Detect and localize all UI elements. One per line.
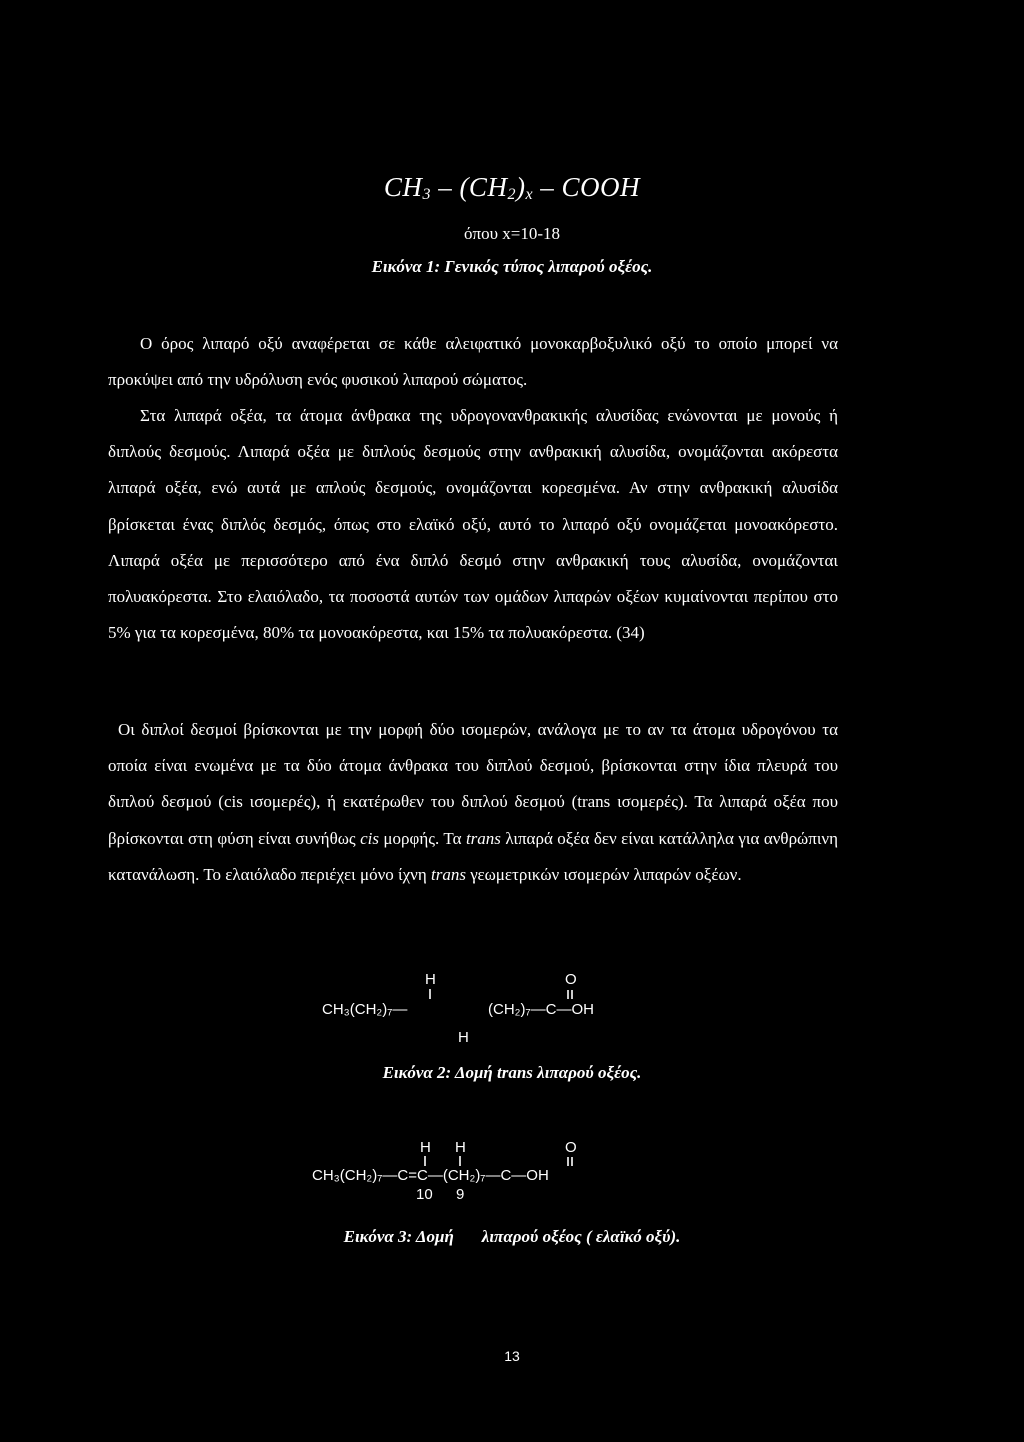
- carbon-number-10: 10: [416, 1186, 433, 1203]
- carbon-number-9: 9: [456, 1186, 465, 1203]
- paragraph-isomers: Οι διπλοί δεσμοί βρίσκονται με την μορφή δύο ισομερών, ανάλογα με το αν τα άτομα υδρογόνου τα οποία είναι ενωμένα με τα δύο άτομα άνθρακα του διπλού δεσμού, βρίσκονται στην ίδια πλευρά του διπλού δεσμού (cis ισομερές), ή εκατέρωθεν του διπλού δεσμού (trans ισομερές). Τα λιπαρά οξέα που βρίσκονται στη φύση είναι συνήθως cis μορφής. Τα trans λιπαρά οξέα δεν είναι κατάλληλα για ανθρώπινη κατανάλωση. Το ελαιόλαδο περιέχει μόνο ίχνη trans γεωμετρικών ισομερών λιπαρών οξέων.: [108, 720, 838, 884]
- hydrogen-top-label: H: [425, 971, 436, 988]
- hydrogen-c10-label: H: [420, 1139, 431, 1156]
- figure-1-caption: Εικόνα 1: Γενικός τύπος λιπαρού οξέος.: [371, 257, 653, 276]
- oleic-acid-structure: [312, 1139, 577, 1203]
- figure-3-caption-end: λιπαρού οξέος ( ελαϊκό οξύ).: [481, 1227, 681, 1246]
- oxygen-label: O: [565, 971, 577, 988]
- oleic-chain-label: CH₃(CH₂)₇—C=C—(CH₂)₇—C—OH: [312, 1167, 549, 1184]
- paragraph-bonds: Στα λιπαρά οξέα, τα άτομα άνθρακα της υδρογονανθρακικής αλυσίδας ενώνονται με μονούς ή διπλούς δεσμούς. Λιπαρά οξέα με διπλούς δεσμούς στην ανθρακική αλυσίδα, ονομάζονται ακόρεστα λιπαρά οξέα, ενώ αυτά με απλούς δεσμούς, ονομάζονται κορεσμένα. Αν στην ανθρακική αλυσίδα βρίσκεται ένας διπλός δεσμός, όπως στο ελαϊκό οξύ, αυτό το λιπαρό οξύ ονομάζεται μονοακόρεστο. Λιπαρά οξέα με περισσότερο από ένα διπλό δεσμό στην ανθρακική τους αλυσίδα, ονομάζονται πολυακόρεστα. Στο ελαιόλαδο, τα ποσοστά αυτών των ομάδων λιπαρών οξέων κυμαίνονται περίπου στο 5% για τα κορεσμένα, 80% τα μονοακόρεστα, και 15% τα πολυακόρεστα. (34): [108, 406, 838, 643]
- figure-3-caption: [0, 1227, 1024, 1247]
- figure-3-caption-start: Εικόνα 3: Δομή: [343, 1227, 454, 1246]
- hydrogen-c9-label: H: [455, 1139, 466, 1156]
- trans-fatty-acid-structure: [322, 971, 594, 1046]
- page-number: 13: [504, 1348, 520, 1364]
- paragraph-definition: Ο όρος λιπαρό οξύ αναφέρεται σε κάθε αλειφατικό μονοκαρβοξυλικό οξύ το οποίο μπορεί να προκύψει από την υδρόλυση ενός φυσικού λιπαρού σώματος.: [108, 334, 838, 390]
- right-chain-label: (CH₂)₇—C—OH: [488, 1001, 594, 1018]
- formula-condition: όπου x=10-18: [464, 224, 560, 243]
- left-chain-label: CH₃(CH₂)₇—: [322, 1001, 408, 1018]
- general-formula: $CH_3 - (CH_2)_x$ – COOH: [383, 172, 641, 203]
- hydrogen-bottom-label: H: [458, 1029, 469, 1046]
- oxygen-label: O: [565, 1139, 577, 1156]
- figure-2-caption: Εικόνα 2: Δομή trans λιπαρού οξέος.: [382, 1063, 642, 1082]
